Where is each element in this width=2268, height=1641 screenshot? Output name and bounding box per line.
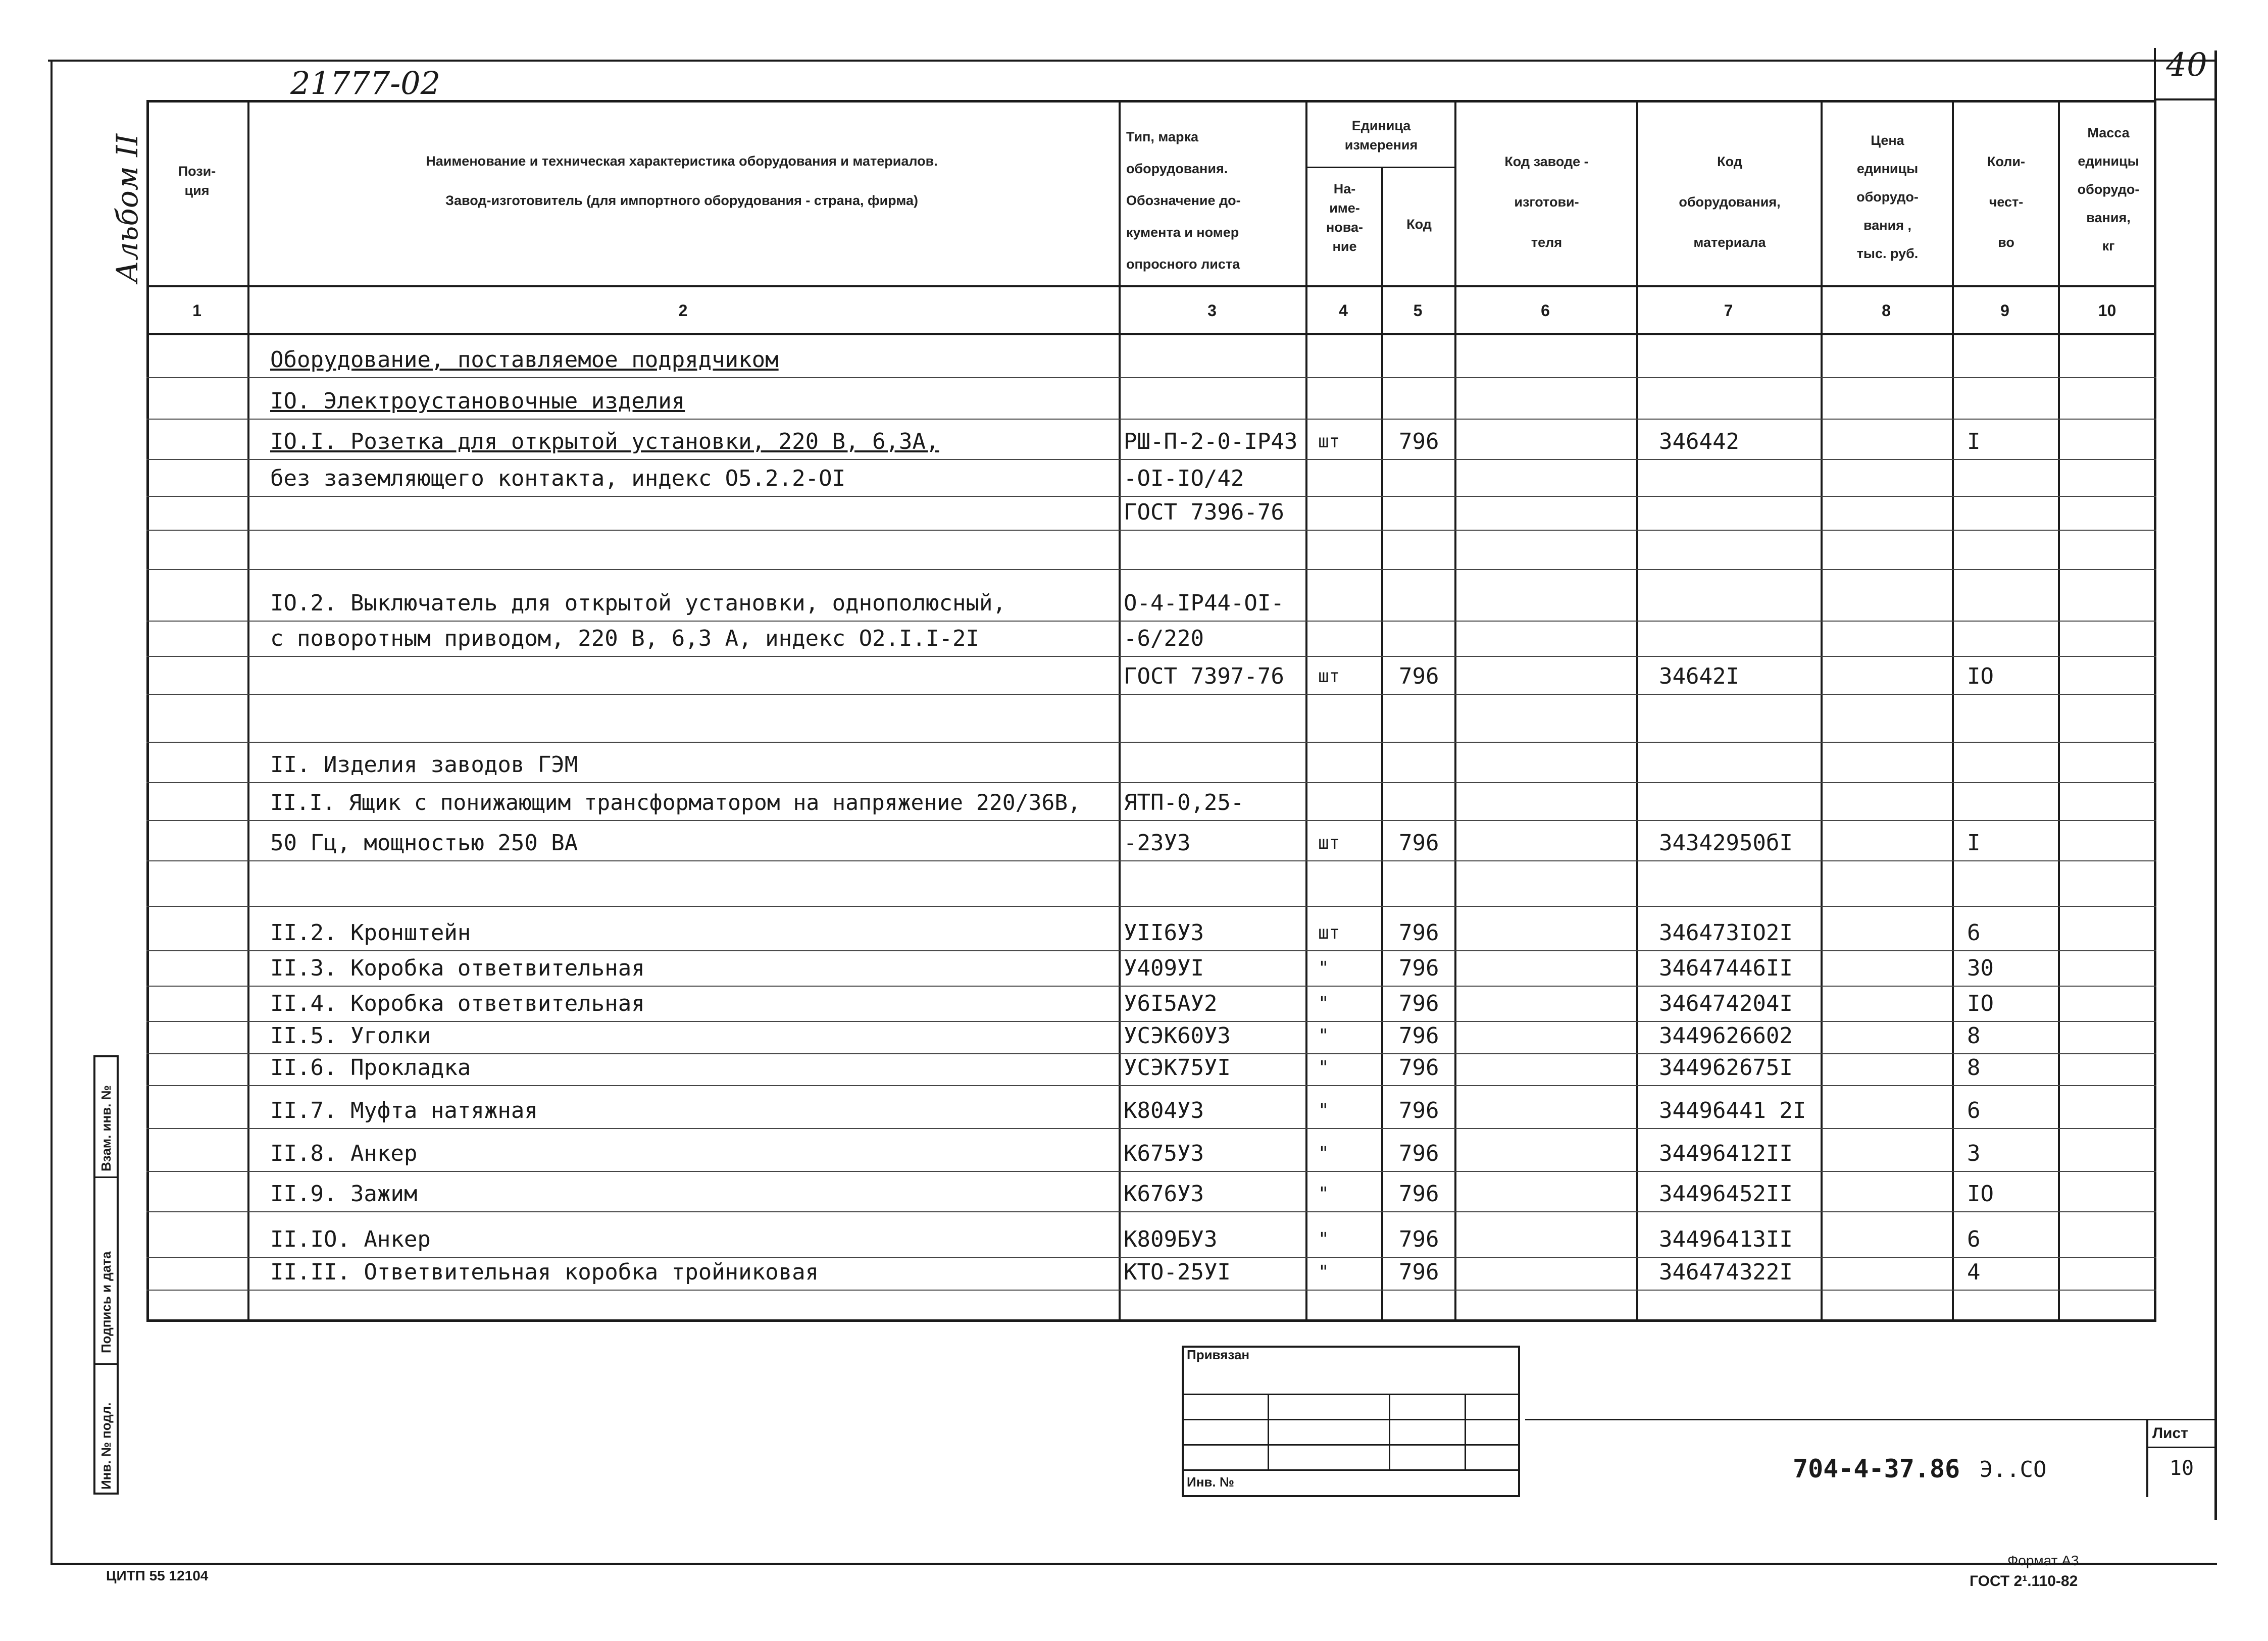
header-position-l2: ция	[184, 183, 210, 198]
colnum-2: 2	[678, 301, 688, 320]
item-material-code: 34496441 2I	[1659, 1098, 1806, 1123]
row-line	[146, 694, 2156, 695]
header-material-l2: оборудования,	[1679, 194, 1781, 210]
row-line	[146, 569, 2156, 570]
row-line	[146, 782, 2156, 783]
printer-label: ЦИТП 55 12104	[106, 1568, 209, 1583]
item-unit-code: 796	[1399, 1259, 1439, 1285]
item-name: II.2. Кронштейн	[270, 920, 471, 946]
row-line	[146, 1211, 2156, 1212]
header-unit-name-l1: На-	[1333, 181, 1356, 196]
header-qty-l3: во	[1998, 235, 2014, 250]
header-price-l2: единицы	[1856, 161, 1919, 176]
header-type-l2: оборудования.	[1126, 161, 1228, 176]
item-unit: шт	[1318, 431, 1340, 452]
item-unit-code: 796	[1399, 920, 1439, 946]
item-unit: "	[1318, 1100, 1329, 1121]
header-unit-name-l4: ние	[1332, 239, 1357, 254]
item-type: -ОI-IO/42	[1124, 466, 1244, 491]
sheet-number: 10	[2169, 1457, 2194, 1480]
row-line	[146, 621, 2156, 622]
item-unit-code: 796	[1399, 663, 1439, 689]
item-type: К809БУ3	[1124, 1226, 1218, 1252]
linked-inv-label: Инв. №	[1187, 1474, 1234, 1490]
row-line	[146, 986, 2156, 987]
colnum-6: 6	[1541, 301, 1550, 320]
item-qty: 6	[1967, 920, 1981, 946]
item-unit-code: 796	[1399, 991, 1439, 1016]
header-maker-l2: изготови-	[1514, 194, 1579, 210]
header-unit-code: Код	[1406, 217, 1432, 232]
colnum-7: 7	[1724, 301, 1733, 320]
linked-line-1	[1182, 1394, 1520, 1395]
item-unit-code: 796	[1399, 955, 1439, 981]
item-unit: "	[1318, 958, 1329, 979]
header-mass-l1: Масса	[2087, 125, 2130, 140]
header-unit-l2: измерения	[1344, 137, 1418, 152]
row-line	[146, 742, 2156, 743]
item-type: ГОСТ 7397-76	[1124, 663, 1284, 689]
header-qty-l1: Коли-	[1987, 154, 2026, 169]
row-line	[146, 496, 2156, 497]
colnum-4: 4	[1339, 301, 1348, 320]
row-line	[146, 950, 2156, 951]
linked-line-4	[1182, 1469, 1520, 1471]
item-qty: IO	[1967, 991, 1994, 1016]
side-stamp-divider-1	[93, 1176, 119, 1178]
row-line	[146, 459, 2156, 460]
item-unit-code: 796	[1399, 1055, 1439, 1081]
item-unit-code: 796	[1399, 830, 1439, 856]
item-name: IO.I. Розетка для открытой установки, 220 В, 6,3А,	[270, 429, 939, 454]
header-name-l2: Завод-изготовитель (для импортного оборудования - страна, фирма)	[445, 193, 918, 208]
linked-line-3	[1182, 1444, 1520, 1446]
item-type: О-4-IP44-ОI-	[1124, 590, 1284, 616]
title-line	[1525, 1419, 2217, 1420]
header-price-l3: оборудо-	[1856, 189, 1919, 204]
item-unit-code: 796	[1399, 1226, 1439, 1252]
item-unit: "	[1318, 1057, 1329, 1078]
row-line	[146, 1085, 2156, 1086]
item-name: II.5. Уголки	[270, 1023, 431, 1049]
item-material-code: 34496413II	[1659, 1226, 1793, 1252]
item-type: УСЭК60У3	[1124, 1023, 1231, 1049]
side-stamp-divider-2	[93, 1363, 119, 1365]
colnum-10: 10	[2098, 301, 2116, 320]
linked-line-2	[1182, 1419, 1520, 1420]
row-line	[146, 906, 2156, 907]
item-material-code: 346473IО2I	[1659, 920, 1793, 946]
item-type: У409УI	[1124, 955, 1204, 981]
item-type: УII6У3	[1124, 920, 1204, 946]
item-name: II.6. Прокладка	[270, 1055, 471, 1081]
item-unit: "	[1318, 1229, 1329, 1250]
item-material-code: 346474322I	[1659, 1259, 1793, 1285]
item-type: ГОСТ 7396-76	[1124, 499, 1284, 525]
header-type-l4: кумента и номер	[1126, 225, 1239, 240]
row-line	[146, 377, 2156, 378]
colnum-3: 3	[1207, 301, 1217, 320]
header-unit-name-l3: нова-	[1326, 220, 1364, 235]
item-name: II.9. Зажим	[270, 1181, 418, 1207]
colnum-5: 5	[1413, 301, 1423, 320]
row-line	[146, 530, 2156, 531]
item-unit-code: 796	[1399, 1023, 1439, 1049]
item-unit-code: 796	[1399, 1098, 1439, 1123]
format-label: Формат А3	[2007, 1553, 2079, 1568]
item-name: II.I. Ящик с понижающим трансформатором на напряжение 220/36В,	[270, 790, 1081, 815]
item-name: IO. Электроустановочные изделия	[270, 388, 685, 414]
item-type: К676У3	[1124, 1181, 1204, 1207]
row-line	[146, 656, 2156, 657]
row-line	[146, 1171, 2156, 1172]
item-qty: IO	[1967, 1181, 1994, 1207]
linked-vline-2	[1389, 1394, 1390, 1469]
item-unit: "	[1318, 993, 1329, 1014]
sheet-id: 21777-02	[290, 65, 441, 101]
linked-vline-1	[1268, 1394, 1269, 1469]
row-line	[146, 419, 2156, 420]
colnum-1: 1	[192, 301, 201, 320]
row-line	[146, 820, 2156, 821]
side-stamp-sign: Подпись и дата	[98, 1251, 114, 1353]
item-name: 50 Гц, мощностью 250 ВА	[270, 830, 578, 856]
linked-label: Привязан	[1187, 1347, 1250, 1362]
item-qty: 6	[1967, 1098, 1981, 1123]
header-name-l1: Наименование и техническая характеристика оборудования и материалов.	[426, 153, 938, 169]
sheet-box-divider	[2146, 1447, 2217, 1448]
item-type: К675У3	[1124, 1141, 1204, 1166]
item-unit: "	[1318, 1143, 1329, 1164]
item-unit-code: 796	[1399, 1181, 1439, 1207]
item-type: У6I5АУ2	[1124, 991, 1218, 1016]
item-type: -23У3	[1124, 830, 1191, 856]
item-qty: 4	[1967, 1259, 1981, 1285]
item-type: ЯТП-0,25-	[1124, 790, 1244, 815]
item-type: УСЭК75УI	[1124, 1055, 1231, 1081]
item-qty: 6	[1967, 1226, 1981, 1252]
item-material-code: 346442	[1659, 429, 1739, 454]
item-qty: 8	[1967, 1023, 1981, 1049]
page-number: 40	[2166, 46, 2207, 84]
item-qty: 3	[1967, 1141, 1981, 1166]
document-designation: 704-4-37.86	[1793, 1454, 1960, 1483]
header-qty-l2: чест-	[1989, 194, 2024, 210]
item-name: II. Изделия заводов ГЭМ	[270, 752, 578, 778]
header-unit-name-l2: име-	[1329, 200, 1360, 216]
header-unit-l1: Единица	[1351, 118, 1411, 133]
designation-suffix: Э..СО	[1980, 1457, 2047, 1482]
album-label: Альбом II	[110, 133, 144, 283]
item-name: II.3. Коробка ответвительная	[270, 955, 645, 981]
header-position-l1: Пози-	[178, 164, 216, 179]
item-material-code: 34342950бI	[1659, 830, 1793, 856]
item-material-code: 346474204I	[1659, 991, 1793, 1016]
sheet-label: Лист	[2152, 1425, 2188, 1442]
item-type: КТО-25УI	[1124, 1259, 1231, 1285]
row-line	[146, 860, 2156, 861]
item-material-code: 34647446II	[1659, 955, 1793, 981]
item-unit-code: 796	[1399, 1141, 1439, 1166]
item-qty: IO	[1967, 663, 1994, 689]
header-mass-l4: вания,	[2086, 210, 2131, 225]
item-name: II.4. Коробка ответвительная	[270, 991, 645, 1016]
item-name: IO.2. Выключатель для открытой установки, однополюсный,	[270, 590, 1006, 616]
header-mass-l2: единицы	[2078, 153, 2139, 169]
item-material-code: 3449626602	[1659, 1023, 1793, 1049]
item-unit: "	[1318, 1025, 1329, 1046]
header-type-l5: опросного листа	[1126, 257, 1240, 272]
header-maker-l1: Код заводе -	[1504, 154, 1589, 169]
item-unit: шт	[1318, 666, 1340, 687]
item-type: -6/220	[1124, 626, 1204, 651]
item-material-code: 344962675I	[1659, 1055, 1793, 1081]
gost-label: ГОСТ 2¹.110-82	[1970, 1573, 2078, 1589]
linked-vline-3	[1465, 1394, 1466, 1469]
item-name: II.8. Анкер	[270, 1141, 418, 1166]
item-type: К804У3	[1124, 1098, 1204, 1123]
item-material-code: 34642I	[1659, 663, 1739, 689]
item-unit: шт	[1318, 922, 1340, 943]
header-price-l1: Цена	[1871, 133, 1904, 148]
item-name: с поворотным приводом, 220 В, 6,3 А, индекс О2.I.I-2I	[270, 626, 979, 651]
header-maker-l3: теля	[1531, 235, 1563, 250]
header-type-l1: Тип, марка	[1126, 129, 1199, 144]
item-unit: "	[1318, 1184, 1329, 1204]
colnum-9: 9	[2000, 301, 2009, 320]
table-body-bottom-line	[146, 1319, 2156, 1322]
item-unit: шт	[1318, 833, 1340, 853]
colnum-8: 8	[1882, 301, 1891, 320]
item-qty: 8	[1967, 1055, 1981, 1081]
item-type: РШ-П-2-0-IP43	[1124, 429, 1298, 454]
header-mass-l5: кг	[2102, 238, 2115, 253]
item-unit-code: 796	[1399, 429, 1439, 454]
item-unit: "	[1318, 1262, 1329, 1283]
item-qty: I	[1967, 830, 1981, 856]
item-material-code: 34496412II	[1659, 1141, 1793, 1166]
item-name: Оборудование, поставляемое подрядчиком	[270, 347, 779, 373]
item-name: II.7. Муфта натяжная	[270, 1098, 538, 1123]
header-mass-l3: оборудо-	[2077, 182, 2140, 197]
side-stamp-replace: Взам. инв. №	[98, 1085, 114, 1171]
row-line	[146, 1290, 2156, 1291]
header-price-l5: тыс. руб.	[1856, 246, 1919, 261]
header-type-l3: Обозначение до-	[1126, 193, 1241, 208]
header-price-l4: вания ,	[1863, 218, 1911, 233]
item-name: без заземляющего контакта, индекс О5.2.2-ОI	[270, 466, 846, 491]
side-stamp-inv: Инв. № подл.	[98, 1402, 114, 1490]
item-qty: 30	[1967, 955, 1994, 981]
item-name: II.II. Ответвительная коробка тройниковая	[270, 1259, 819, 1285]
header-material-l1: Код	[1717, 154, 1742, 169]
row-line	[146, 1128, 2156, 1129]
item-name: II.IO. Анкер	[270, 1226, 431, 1252]
header-material-l3: материала	[1693, 235, 1766, 250]
item-qty: I	[1967, 429, 1981, 454]
item-material-code: 34496452II	[1659, 1181, 1793, 1207]
